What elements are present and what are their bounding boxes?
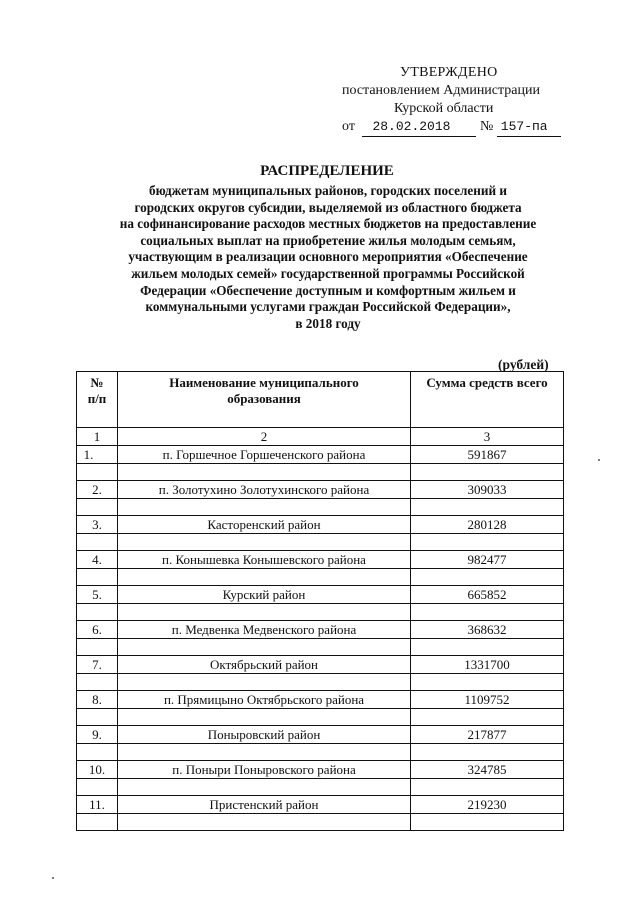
table-spacer-row (77, 604, 564, 621)
approval-date-line (330, 118, 570, 137)
description-line: в 2018 году (295, 315, 361, 331)
description-line: участвующим в реализации основного мероприятия «Обеспечение (128, 249, 528, 265)
description-line: на софинансирование расходов местных бюджетов на предоставление (119, 216, 537, 232)
row-sum-cell: 324785 (411, 761, 564, 779)
header-municipality: Наименование муниципального образования (118, 372, 411, 428)
row-sum-cell: 309033 (411, 481, 564, 499)
table-row (77, 481, 564, 499)
row-number-cell: 4. (77, 551, 118, 569)
approval-number: 157-па (497, 118, 561, 137)
from-label: от (342, 119, 355, 134)
spacer-cell (411, 464, 564, 481)
spacer-cell (77, 639, 118, 656)
row-municipality-cell: п. Прямицыно Октябрьского района (118, 691, 411, 709)
row-municipality-cell: Пристенский район (118, 796, 411, 814)
approval-region: Курской области (394, 101, 494, 116)
spacer-cell (411, 639, 564, 656)
table-spacer-row (77, 674, 564, 691)
table-header-row (77, 372, 564, 428)
row-sum-cell: 1331700 (411, 656, 564, 674)
spacer-cell (77, 709, 118, 726)
spacer-cell (411, 814, 564, 831)
index-cell: 1 (77, 428, 118, 446)
row-number-cell: 10. (77, 761, 118, 779)
table-row (77, 446, 564, 464)
table-spacer-row (77, 499, 564, 516)
table-row (77, 656, 564, 674)
approval-issuer: постановлением Администрации (342, 83, 540, 98)
spacer-cell (411, 569, 564, 586)
row-sum-cell: 665852 (411, 586, 564, 604)
spacer-cell (118, 639, 411, 656)
row-sum-cell: 217877 (411, 726, 564, 744)
table-spacer-row (77, 709, 564, 726)
row-municipality-cell: п. Медвенка Медвенского района (118, 621, 411, 639)
row-sum-cell: 368632 (411, 621, 564, 639)
spacer-cell (411, 779, 564, 796)
row-municipality-cell: Курский район (118, 586, 411, 604)
spacer-cell (118, 814, 411, 831)
scan-speck (52, 877, 54, 879)
row-number-cell: 1. (77, 446, 118, 464)
spacer-cell (77, 464, 118, 481)
row-number-cell: 2. (77, 481, 118, 499)
spacer-cell (118, 709, 411, 726)
row-number-cell: 8. (77, 691, 118, 709)
table-row (77, 586, 564, 604)
row-municipality-cell: п. Горшечное Горшеченского района (118, 446, 411, 464)
row-number-cell: 9. (77, 726, 118, 744)
index-cell: 3 (411, 428, 564, 446)
spacer-cell (118, 534, 411, 551)
row-municipality-cell: п. Конышевка Конышевского района (118, 551, 411, 569)
spacer-cell (118, 674, 411, 691)
spacer-cell (118, 779, 411, 796)
row-municipality-cell: п. Золотухино Золотухинского района (118, 481, 411, 499)
spacer-cell (77, 779, 118, 796)
spacer-cell (411, 744, 564, 761)
table-row (77, 621, 564, 639)
table-row (77, 691, 564, 709)
description-line: Федерации «Обеспечение доступным и комфортным жильем и (140, 282, 516, 298)
document-description (70, 183, 586, 332)
row-sum-cell: 1109752 (411, 691, 564, 709)
spacer-cell (118, 744, 411, 761)
description-line: жильем молодых семей» государственной программы Российской (131, 265, 525, 281)
row-municipality-cell: Поныровский район (118, 726, 411, 744)
row-number-cell: 7. (77, 656, 118, 674)
header-sum: Сумма средств всего (411, 372, 564, 428)
description-line: бюджетам муниципальных районов, городских поселений и (149, 183, 507, 198)
table-spacer-row (77, 814, 564, 831)
table-row (77, 516, 564, 534)
row-number-cell: 11. (77, 796, 118, 814)
index-cell: 2 (118, 428, 411, 446)
spacer-cell (77, 604, 118, 621)
spacer-cell (77, 814, 118, 831)
spacer-cell (411, 499, 564, 516)
spacer-cell (77, 569, 118, 586)
table-body (77, 446, 564, 831)
row-municipality-cell: Касторенский район (118, 516, 411, 534)
table-row (77, 726, 564, 744)
row-sum-cell: 982477 (411, 551, 564, 569)
scan-speck (598, 459, 600, 461)
approval-date: 28.02.2018 (362, 118, 476, 137)
header-number: № п/п (77, 372, 118, 428)
spacer-cell (118, 464, 411, 481)
row-sum-cell: 591867 (411, 446, 564, 464)
table-spacer-row (77, 639, 564, 656)
spacer-cell (411, 534, 564, 551)
table-spacer-row (77, 464, 564, 481)
currency-note: (рублей) (498, 357, 549, 372)
spacer-cell (77, 674, 118, 691)
spacer-cell (77, 744, 118, 761)
description-line: городских округов субсидии, выделяемой из областного бюджета (134, 199, 522, 215)
distribution-table (76, 371, 564, 831)
table-row (77, 551, 564, 569)
spacer-cell (411, 604, 564, 621)
row-municipality-cell: п. Поныри Поныровского района (118, 761, 411, 779)
spacer-cell (77, 499, 118, 516)
row-municipality-cell: Октябрьский район (118, 656, 411, 674)
column-index-row (77, 428, 564, 446)
spacer-cell (77, 534, 118, 551)
row-sum-cell: 280128 (411, 516, 564, 534)
row-number-cell: 6. (77, 621, 118, 639)
table-spacer-row (77, 569, 564, 586)
document-title: РАСПРЕДЕЛЕНИЕ (260, 163, 394, 179)
table-spacer-row (77, 534, 564, 551)
row-sum-cell: 219230 (411, 796, 564, 814)
spacer-cell (118, 604, 411, 621)
spacer-cell (411, 709, 564, 726)
spacer-cell (118, 569, 411, 586)
description-line: коммунальными услугами граждан Российской Федерации», (145, 299, 511, 315)
table-row (77, 761, 564, 779)
approval-stamp (330, 64, 570, 137)
spacer-cell (118, 499, 411, 516)
table-spacer-row (77, 779, 564, 796)
number-label: № (479, 119, 494, 134)
spacer-cell (411, 674, 564, 691)
description-line: социальных выплат на приобретение жилья молодым семьям, (140, 232, 516, 248)
row-number-cell: 5. (77, 586, 118, 604)
approval-heading: УТВЕРЖДЕНО (400, 65, 498, 80)
table-row (77, 796, 564, 814)
row-number-cell: 3. (77, 516, 118, 534)
table-spacer-row (77, 744, 564, 761)
